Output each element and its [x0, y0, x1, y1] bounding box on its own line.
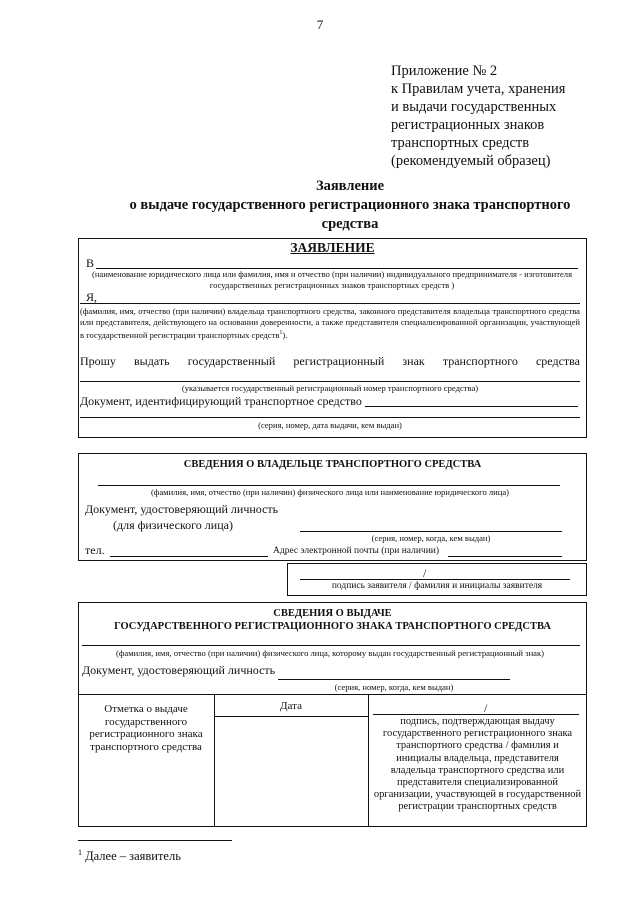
phone-label: тел. [85, 543, 105, 557]
issue-sig-hint-line: организации, участвующей в государственной [373, 789, 582, 801]
owner-name-hint: (фамилия, имя, отчество (при наличии) физического лица или наименование юридического лица) [150, 487, 510, 497]
appendix-line: к Правилам учета, хранения [391, 81, 566, 97]
plate-line[interactable] [80, 381, 580, 382]
issue-sig-hint-line: подпись, подтверждающая выдачу [400, 716, 555, 727]
issue-mark-label [80, 703, 212, 753]
signature-hint: подпись заявителя / фамилия и инициалы заявителя [331, 581, 543, 591]
owner-id-hint: (серия, номер, когда, кем выдан) [371, 533, 491, 543]
vehicle-doc-line-2[interactable] [80, 417, 580, 418]
issuance-heading-1: СВЕДЕНИЯ О ВЫДАЧЕ [273, 608, 392, 619]
date-field[interactable] [216, 718, 366, 825]
appendix-block [391, 62, 565, 170]
request-word: Прошу [80, 354, 116, 368]
appendix-line: транспортных средств [391, 135, 530, 151]
request-word: знак [402, 354, 425, 368]
issue-sig-hint-line: представителя специализированной [397, 777, 558, 789]
to-hint: (наименование юридического лица или фамилия, имя и отчество (при наличии) индивидуального предпринимателя - изготовителя государственных регистрационных знаков транспортных средств ) [91, 269, 573, 290]
date-underline [214, 716, 368, 717]
i-hint-text: (фамилия, имя, отчество (при наличии) владельца транспортного средства, законного представителя владельца транспортного средства или представителя, действующего на основании доверенности, а также представителя специализированной организации, участвующей в государственной регистрации транспортных средств [80, 306, 580, 341]
owner-heading: СВЕДЕНИЯ О ВЛАДЕЛЬЦЕ ТРАНСПОРТНОГО СРЕДСТВА [183, 459, 482, 470]
issue-sig-line[interactable] [373, 714, 579, 715]
request-word: выдать [134, 354, 170, 368]
email-label: Адрес электронной почты (при наличии) [273, 546, 440, 556]
appendix-line: (рекомендуемый образец) [391, 153, 551, 169]
page-number: 7 [316, 17, 324, 32]
title-line-2: о выдаче государственного регистрационного знака транспортного [129, 197, 571, 213]
i-hint [80, 306, 580, 341]
request-word: средства [535, 354, 580, 368]
owner-id-label-1: Документ, удостоверяющий личность [85, 502, 279, 516]
issue-sig-hint-line: инициалы владельца, представителя [396, 752, 559, 764]
owner-id-label-2: (для физического лица) [113, 518, 233, 532]
vehicle-doc-label: Документ, идентифицирующий транспортное средство [80, 394, 362, 408]
document-title [60, 177, 640, 234]
footnote-sup: 1 [78, 848, 82, 857]
footnote [78, 848, 181, 864]
i-prefix: Я, [86, 290, 98, 304]
issue-sig-hint-line: государственного регистрационного знака [382, 728, 573, 740]
title-line-3: средства [321, 216, 379, 232]
request-word: регистрационный [293, 354, 385, 368]
owner-id-line[interactable] [300, 531, 562, 532]
date-label: Дата [280, 700, 302, 712]
recipient-id-label: Документ, удостоверяющий личность [82, 663, 276, 677]
request-word: государственный [187, 354, 276, 368]
vehicle-doc-hint: (серия, номер, дата выдачи, кем выдан) [258, 420, 402, 430]
phone-line[interactable] [110, 556, 268, 557]
recipient-id-hint: (серия, номер, когда, кем выдан) [334, 682, 454, 692]
issue-sig-hint [368, 716, 587, 814]
footnote-text: Далее – заявитель [85, 849, 181, 864]
issue-sig-slash: / [484, 701, 488, 715]
recipient-id-line[interactable] [278, 679, 510, 680]
footnote-separator [78, 840, 232, 841]
recipient-name-hint: (фамилия, имя, отчество (при наличии) физического лица, которому выдан государственный регистрационный знак) [115, 648, 545, 658]
application-heading: ЗАЯВЛЕНИЕ [290, 240, 375, 255]
appendix-line: регистрационных знаков [391, 117, 545, 133]
plate-hint: (указывается государственный регистрационный номер транспортного средства) [181, 383, 479, 393]
issue-sig-hint-line: владельца транспортного средства или [390, 764, 565, 776]
request-line [80, 354, 580, 369]
title-line-1: Заявление [315, 178, 385, 194]
email-line[interactable] [448, 556, 562, 557]
owner-name-line[interactable] [98, 485, 560, 486]
recipient-name-line[interactable] [82, 645, 580, 646]
table-divider-1 [214, 694, 215, 827]
appendix-line: и выдачи государственных [391, 99, 557, 115]
i-line[interactable] [80, 303, 580, 304]
to-prefix: В [86, 256, 95, 270]
issue-mark-line: государственного [104, 715, 188, 728]
vehicle-doc-line-1[interactable] [365, 406, 578, 407]
i-hint-end: ). [282, 330, 288, 341]
appendix-line: Приложение № 2 [391, 63, 498, 79]
request-word: транспортного [442, 354, 518, 368]
issue-mark-line: Отметка о выдаче [104, 703, 188, 715]
signature-line[interactable] [300, 579, 570, 580]
issue-sig-hint-line: регистрации транспортных средств [398, 801, 557, 813]
issue-mark-line: транспортного средства [90, 740, 202, 753]
i-hint-sup: 1 [279, 330, 283, 337]
issue-mark-line: регистрационного знака [89, 728, 203, 740]
table-top-border [78, 694, 587, 695]
issuance-heading-2: ГОСУДАРСТВЕННОГО РЕГИСТРАЦИОННОГО ЗНАКА ТРАНСПОРТНОГО СРЕДСТВА [114, 621, 551, 632]
issue-sig-hint-line: транспортного средства / фамилия и [396, 740, 559, 752]
signature-slash: / [423, 566, 427, 580]
